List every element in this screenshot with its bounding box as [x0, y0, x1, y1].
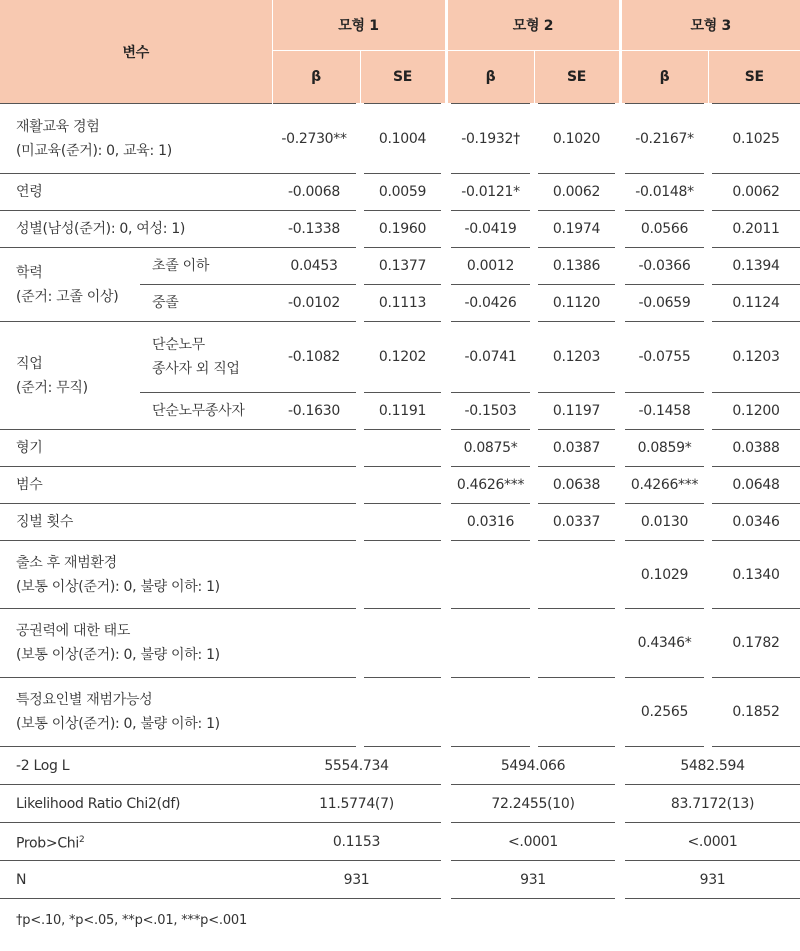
- cell-value: [272, 609, 360, 678]
- table-row: [0, 467, 800, 504]
- cell-value: 0.0566: [620, 211, 708, 248]
- row-sublabel-job-simple: 단순노무종사자: [140, 393, 272, 430]
- cell-value: 0.0059: [360, 174, 446, 211]
- cell-value: -0.0068: [272, 174, 360, 211]
- cell-value: [534, 609, 620, 678]
- cell-value: 0.0062: [534, 174, 620, 211]
- row-label-sex: 성별(남성(준거): 0, 여성: 1): [0, 211, 272, 248]
- cell-value: 0.1974: [534, 211, 620, 248]
- row-sublabel-edu-mid: 중졸: [140, 285, 272, 322]
- cell-value: 0.4626***: [446, 467, 534, 504]
- cell-value: 0.1113: [360, 285, 446, 322]
- cell-value: 0.0638: [534, 467, 620, 504]
- cell-value: [360, 504, 446, 541]
- cell-value: 0.1202: [360, 322, 446, 393]
- cell-value: 0.2565: [620, 678, 708, 747]
- cell-value: [272, 541, 360, 609]
- table-row: [0, 541, 800, 609]
- cell-value: <.0001: [620, 823, 800, 861]
- table-row: [0, 174, 800, 211]
- row-label-rehab: 재활교육 경험 (미교육(준거): 0, 교육: 1): [0, 104, 272, 174]
- table-row: [0, 430, 800, 467]
- cell-value: [360, 678, 446, 747]
- cell-value: 0.1203: [534, 322, 620, 393]
- row-label-job: 직업 (준거: 무직): [0, 322, 140, 430]
- header-model-2: 모형 2: [446, 0, 620, 51]
- cell-value: 0.1153: [272, 823, 446, 861]
- cell-value: 0.1203: [708, 322, 800, 393]
- cell-value: -0.0659: [620, 285, 708, 322]
- cell-value: 0.1004: [360, 104, 446, 174]
- table-row: [0, 785, 800, 823]
- cell-value: 0.1191: [360, 393, 446, 430]
- cell-value: 0.0387: [534, 430, 620, 467]
- cell-value: 0.0453: [272, 248, 360, 285]
- cell-value: 0.1960: [360, 211, 446, 248]
- cell-value: 0.0130: [620, 504, 708, 541]
- cell-value: 0.4346*: [620, 609, 708, 678]
- cell-value: [446, 678, 534, 747]
- cell-value: -0.1630: [272, 393, 360, 430]
- cell-value: 931: [272, 861, 446, 899]
- cell-value: [446, 609, 534, 678]
- row-label-n: N: [0, 861, 272, 899]
- cell-value: 0.1124: [708, 285, 800, 322]
- cell-value: -0.1082: [272, 322, 360, 393]
- cell-value: -0.0755: [620, 322, 708, 393]
- cell-value: 0.0388: [708, 430, 800, 467]
- cell-value: -0.2167*: [620, 104, 708, 174]
- cell-value: [272, 678, 360, 747]
- header-beta-1: β: [272, 51, 360, 104]
- cell-value: -0.0366: [620, 248, 708, 285]
- cell-value: 0.1386: [534, 248, 620, 285]
- cell-value: 0.1782: [708, 609, 800, 678]
- cell-value: -0.0741: [446, 322, 534, 393]
- cell-value: 0.1394: [708, 248, 800, 285]
- row-label-risk: 특정요인별 재범가능성 (보통 이상(준거): 0, 불량 이하: 1): [0, 678, 272, 747]
- header-se-2: SE: [534, 51, 620, 104]
- cell-value: 5554.734: [272, 747, 446, 785]
- cell-value: 72.2455(10): [446, 785, 620, 823]
- row-label-sentence: 형기: [0, 430, 272, 467]
- cell-value: -0.2730**: [272, 104, 360, 174]
- row-label-loglik: -2 Log L: [0, 747, 272, 785]
- table-row: [0, 861, 800, 899]
- cell-value: 0.1852: [708, 678, 800, 747]
- cell-value: 0.1020: [534, 104, 620, 174]
- header-se-1: SE: [360, 51, 446, 104]
- header-model-1: 모형 1: [272, 0, 446, 51]
- cell-value: -0.0148*: [620, 174, 708, 211]
- cell-value: -0.0426: [446, 285, 534, 322]
- row-label-age: 연령: [0, 174, 272, 211]
- cell-value: 0.2011: [708, 211, 800, 248]
- cell-value: [534, 541, 620, 609]
- cell-value: 0.0859*: [620, 430, 708, 467]
- header-beta-3: β: [620, 51, 708, 104]
- footnote: †p<.10, *p<.05, **p<.01, ***p<.001: [16, 913, 248, 928]
- cell-value: 0.0875*: [446, 430, 534, 467]
- row-label-auth: 공권력에 대한 태도 (보통 이상(준거): 0, 불량 이하: 1): [0, 609, 272, 678]
- row-label-prob: Prob>Chi$^2$: [0, 823, 272, 861]
- cell-value: 0.1029: [620, 541, 708, 609]
- cell-value: 0.0648: [708, 467, 800, 504]
- cell-value: [446, 541, 534, 609]
- header-beta-2: β: [446, 51, 534, 104]
- cell-value: [360, 430, 446, 467]
- cell-value: 0.0012: [446, 248, 534, 285]
- cell-value: -0.0121*: [446, 174, 534, 211]
- cell-value: 5494.066: [446, 747, 620, 785]
- cell-value: -0.1503: [446, 393, 534, 430]
- cell-value: 0.1377: [360, 248, 446, 285]
- cell-value: [272, 504, 360, 541]
- cell-value: <.0001: [446, 823, 620, 861]
- cell-value: [360, 541, 446, 609]
- row-label-punish: 징벌 횟수: [0, 504, 272, 541]
- table-row: [0, 104, 800, 174]
- cell-value: 0.4266***: [620, 467, 708, 504]
- table-row: [0, 678, 800, 747]
- cell-value: 0.1200: [708, 393, 800, 430]
- cell-value: [272, 430, 360, 467]
- table-row: [0, 823, 800, 861]
- cell-value: 0.0062: [708, 174, 800, 211]
- cell-value: [360, 609, 446, 678]
- table-row: [0, 211, 800, 248]
- row-sublabel-job-other: 단순노무 종사자 외 직업: [140, 322, 272, 393]
- cell-value: 931: [446, 861, 620, 899]
- cell-value: 83.7172(13): [620, 785, 800, 823]
- header-model-3: 모형 3: [620, 0, 800, 51]
- table-row: [0, 609, 800, 678]
- cell-value: 0.1025: [708, 104, 800, 174]
- cell-value: -0.0419: [446, 211, 534, 248]
- cell-value: 0.1120: [534, 285, 620, 322]
- cell-value: 0.1197: [534, 393, 620, 430]
- cell-value: 5482.594: [620, 747, 800, 785]
- table-row: [0, 248, 800, 285]
- table-row: [0, 322, 800, 393]
- row-label-env: 출소 후 재범환경 (보통 이상(준거): 0, 불량 이하: 1): [0, 541, 272, 609]
- table-row: [0, 504, 800, 541]
- header-variable: 변수: [0, 0, 272, 104]
- cell-value: 11.5774(7): [272, 785, 446, 823]
- cell-value: -0.1458: [620, 393, 708, 430]
- cell-value: 0.0346: [708, 504, 800, 541]
- cell-value: 0.1340: [708, 541, 800, 609]
- cell-value: [360, 467, 446, 504]
- row-label-lr: Likelihood Ratio Chi2(df): [0, 785, 272, 823]
- table-row: [0, 747, 800, 785]
- cell-value: 931: [620, 861, 800, 899]
- cell-value: -0.1338: [272, 211, 360, 248]
- row-label-edu: 학력 (준거: 고졸 이상): [0, 248, 140, 322]
- header-se-3: SE: [708, 51, 800, 104]
- cell-value: -0.0102: [272, 285, 360, 322]
- row-label-offense: 범수: [0, 467, 272, 504]
- cell-value: [272, 467, 360, 504]
- row-sublabel-edu-elem: 초졸 이하: [140, 248, 272, 285]
- cell-value: 0.0337: [534, 504, 620, 541]
- cell-value: 0.0316: [446, 504, 534, 541]
- cell-value: [534, 678, 620, 747]
- cell-value: -0.1932†: [446, 104, 534, 174]
